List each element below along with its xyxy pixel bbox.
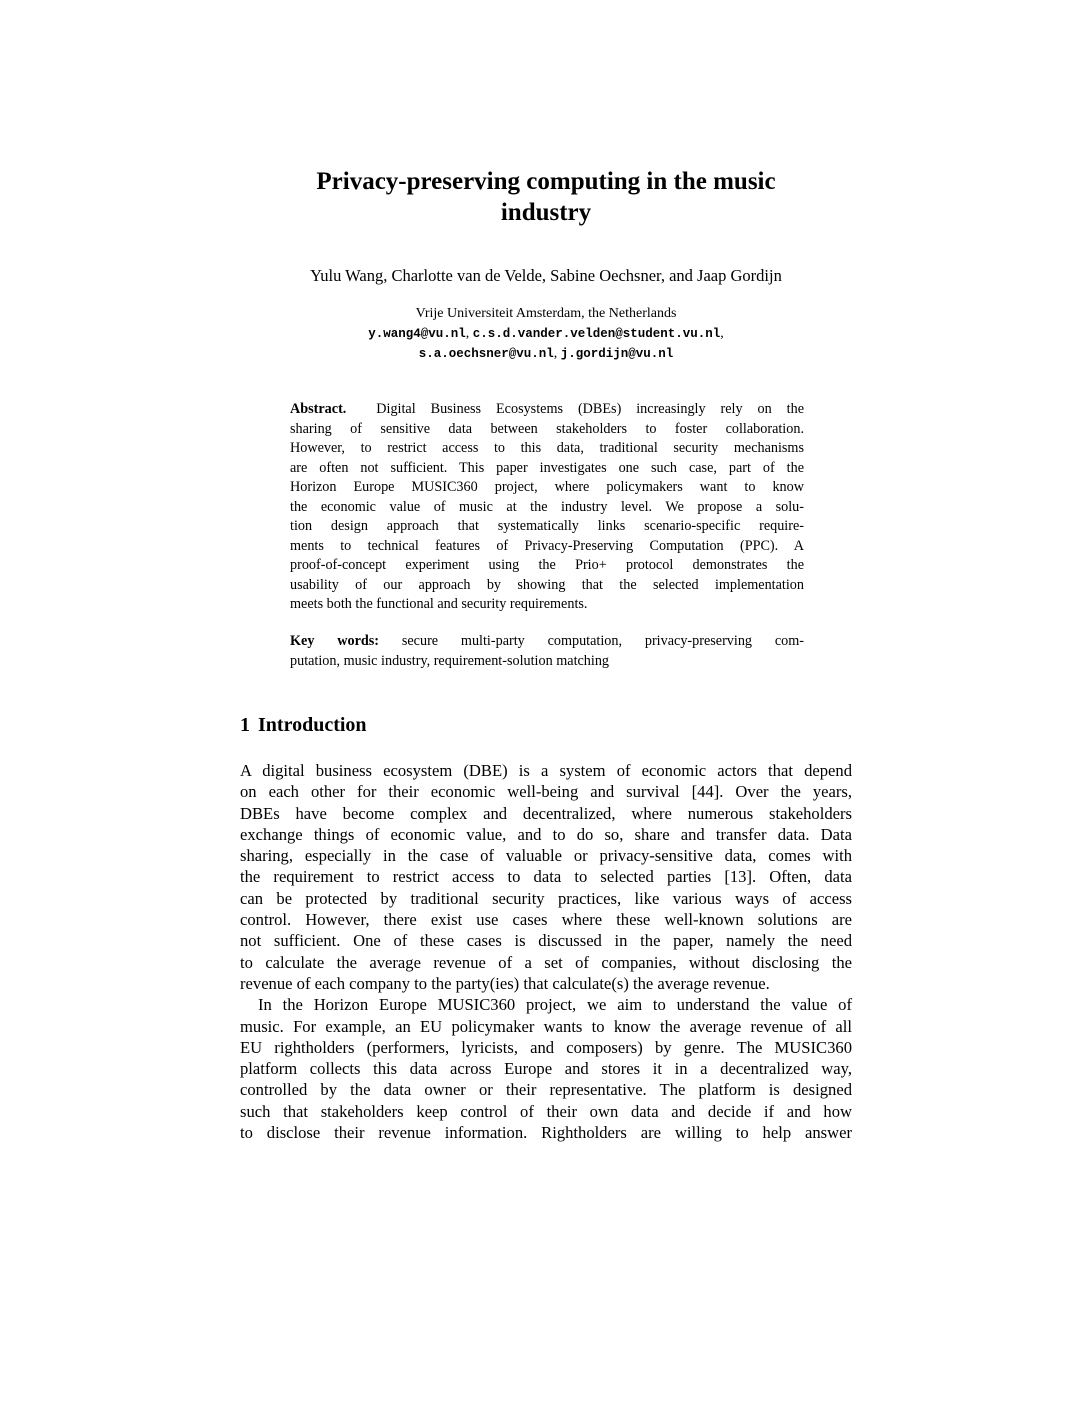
section-heading-introduction [240, 712, 367, 738]
abstract-line: usability of our approach by showing that the selected implementation [290, 576, 804, 593]
keywords-label: Key words: [290, 633, 380, 649]
keywords-line: putation, music industry, requirement-solution matching [290, 652, 610, 669]
paragraph-line: music. For example, an EU policymaker wants to know the average revenue of all [240, 1016, 852, 1036]
affiliation-name: Vrije Universiteit Amsterdam, the Netherlands [415, 306, 677, 321]
abstract-line: proof-of-concept experiment using the Prio+ protocol demonstrates the [290, 557, 804, 573]
abstract [290, 400, 804, 615]
abstract-text: Digital Business Ecosystems (DBEs) increasingly rely on the [376, 401, 805, 417]
keywords-text: secure multi-party computation, privacy-preserving com- [401, 633, 804, 649]
paragraph-line: to calculate the average revenue of a set of companies, without disclosing the [240, 952, 852, 972]
paragraph-line: control. However, there exist use cases where these well-known solutions are [240, 910, 852, 930]
email-separator: , [720, 325, 724, 341]
email-link[interactable]: j.gordijn@vu.nl [560, 347, 674, 361]
email-separator: , [553, 346, 561, 361]
paragraph-line: platform collects this data across Europe and stores it in a decentralized way, [240, 1059, 852, 1079]
paragraph-line: In the Horizon Europe MUSIC360 project, we aim to understand the value of [258, 995, 852, 1015]
abstract-line: sharing of sensitive data between stakeholders to foster collaboration. [290, 420, 804, 437]
section-number: 1 [240, 714, 250, 736]
paragraph-line: A digital business ecosystem (DBE) is a system of economic actors that depend [240, 761, 852, 780]
abstract-label: Abstract. [290, 401, 347, 417]
abstract-line: Horizon Europe MUSIC360 project, where policymakers want to know [290, 479, 804, 495]
paragraph-line: on each other for their economic well-being and survival [44]. Over the years, [240, 782, 852, 802]
paragraph-line: exchange things of economic value, and to do so, share and transfer data. Data [240, 824, 852, 844]
paragraph [240, 994, 852, 1143]
affiliation-block [240, 304, 852, 365]
introduction-body [240, 760, 852, 1143]
email-link[interactable]: c.s.d.vander.velden@student.vu.nl [472, 326, 721, 341]
abstract-line [290, 400, 804, 420]
abstract-line: tion design approach that systematically links scenario-specific require- [290, 518, 804, 534]
paragraph-line: EU rightholders (performers, lyricists, and composers) by genre. The MUSIC360 [240, 1037, 852, 1057]
paper-title-line: Privacy-preserving computing in the music [316, 168, 776, 195]
keywords-line [290, 632, 804, 652]
paragraph-line: not sufficient. One of these cases is discussed in the paper, namely the need [240, 931, 852, 951]
paragraph-line: controlled by the data owner or their representative. The platform is designed [240, 1080, 852, 1100]
abstract-line: are often not sufficient. This paper investigates one such case, part of the [290, 459, 804, 476]
paragraph [240, 760, 852, 994]
email-line [240, 344, 852, 365]
abstract-line: However, to restrict access to this data, traditional security mechanisms [290, 440, 804, 456]
email-link[interactable]: y.wang4@vu.nl [368, 326, 466, 341]
paper-title [240, 166, 852, 228]
paragraph-line: such that stakeholders keep control of their own data and decide if and how [240, 1101, 852, 1121]
email-link[interactable]: s.a.oechsner@vu.nl [418, 347, 554, 361]
keywords [290, 632, 804, 671]
paragraph-line: can be protected by traditional security practices, like various ways of access [240, 888, 852, 908]
author-list: Yulu Wang, Charlotte van de Velde, Sabine Oechsner, and Jaap Gordijn [310, 266, 782, 285]
paragraph-line: DBEs have become complex and decentralized, where numerous stakeholders [240, 803, 852, 823]
paragraph-line: revenue of each company to the party(ies) that calculate(s) the average revenue. [240, 973, 770, 993]
abstract-line: ments to technical features of Privacy-Preserving Computation (PPC). A [290, 537, 804, 554]
email-separator: , [465, 325, 473, 341]
section-title: Introduction [258, 714, 367, 736]
paper-title-line: industry [500, 199, 592, 226]
abstract-line: the economic value of music at the industry level. We propose a solu- [290, 498, 804, 515]
abstract-line: meets both the functional and security requirements. [290, 596, 588, 612]
email-line [240, 324, 852, 345]
paragraph-line: to disclose their revenue information. Rightholders are willing to help answer [240, 1123, 852, 1143]
paragraph-line: the requirement to restrict access to data to selected parties [13]. Often, data [240, 867, 852, 887]
paragraph-line: sharing, especially in the case of valuable or privacy-sensitive data, comes with [240, 846, 852, 866]
